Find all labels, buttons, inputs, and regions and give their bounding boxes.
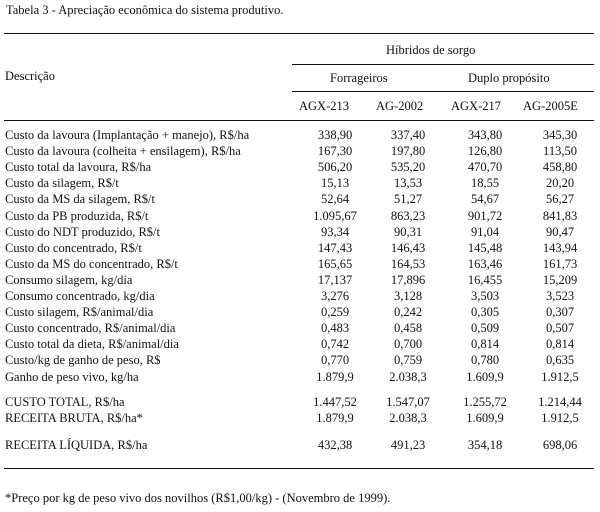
row-value: 337,40: [390, 128, 426, 142]
row-value: 0,814: [545, 337, 575, 352]
row-value: 54,67: [470, 192, 500, 207]
table-footnote: *Preço por kg de peso vivo dos novilhos (R$1,00/kg) - (Novembro de 1999).: [5, 491, 391, 505]
header-duplo-proposito: Duplo propósito: [468, 71, 550, 85]
row-value: 0,259: [320, 305, 350, 320]
row-value: 0,759: [393, 353, 423, 368]
row-value: 2.038,3: [389, 410, 427, 425]
row-value: 1.214,44: [538, 394, 582, 409]
row-value: 432,38: [317, 437, 353, 452]
row-value: 91,04: [470, 224, 500, 239]
row-value: 698,06: [542, 437, 578, 452]
header-forrageiros: Forrageiros: [330, 71, 388, 85]
row-value: 1.912,5: [541, 410, 579, 425]
row-value: 161,73: [542, 256, 578, 271]
row-label: Custo do NDT produzido, R$/t: [5, 224, 160, 239]
row-value: 18,55: [470, 176, 500, 191]
header-group: Híbridos de sorgo: [386, 43, 476, 57]
row-label: Consumo concentrado, kg/dia: [5, 289, 155, 303]
row-value: 143,94: [542, 240, 578, 255]
row-value: 145,48: [467, 240, 503, 255]
row-value: 354,18: [467, 437, 503, 452]
row-value: 1.095,67: [313, 208, 357, 223]
row-value: 56,27: [545, 192, 575, 207]
row-value: 0,307: [545, 305, 575, 320]
row-value: 0,635: [545, 353, 575, 368]
row-value: 3,276: [320, 289, 350, 303]
row-value: 345,30: [542, 128, 578, 142]
row-value: 17,137: [317, 272, 353, 287]
header-descricao: Descrição: [5, 69, 55, 83]
row-value: 0,780: [470, 353, 500, 368]
row-value: 3,128: [393, 289, 423, 303]
row-label: Custo/kg de ganho de peso, R$: [5, 353, 161, 368]
table-caption: Tabela 3 - Apreciação econômica do sistema produtivo.: [6, 3, 284, 17]
header-col-4: AG-2005E: [523, 99, 578, 113]
row-label: Custo concentrado, R$/animal/dia: [5, 321, 176, 336]
row-value: 1.447,52: [313, 394, 357, 409]
row-value: 147,43: [317, 240, 353, 255]
header-rule: [4, 120, 594, 121]
row-label: CUSTO TOTAL, R$/ha: [5, 394, 125, 409]
row-value: 0,242: [393, 305, 423, 320]
group-rule: [292, 64, 594, 65]
row-value: 0,770: [320, 353, 350, 368]
row-value: 167,30: [317, 144, 353, 159]
row-value: 338,90: [317, 128, 353, 142]
row-label: Custo da lavoura (colheita + ensilagem), R$/ha: [5, 144, 241, 159]
row-value: 470,70: [467, 160, 503, 175]
row-value: 863,23: [390, 208, 426, 223]
row-value: 13,53: [393, 176, 423, 191]
row-label: RECEITA BRUTA, R$/ha*: [5, 410, 143, 425]
row-value: 3,523: [545, 289, 575, 303]
row-value: 52,64: [320, 192, 350, 207]
row-value: 20,20: [545, 176, 575, 191]
row-value: 1.912,5: [541, 369, 579, 384]
bottom-rule: [4, 468, 594, 469]
row-value: 0,814: [470, 337, 500, 352]
row-value: 90,31: [393, 224, 423, 239]
row-value: 458,80: [542, 160, 578, 175]
row-label: Custo silagem, R$/animal/dia: [5, 305, 154, 320]
row-value: 15,209: [542, 272, 578, 287]
header-col-1: AGX-213: [299, 99, 349, 113]
row-value: 3,503: [470, 289, 500, 303]
row-label: Custo total da lavoura, R$/ha: [5, 160, 152, 175]
row-value: 164,53: [390, 256, 426, 271]
row-value: 0,509: [470, 321, 500, 336]
row-label: Custo da MS da silagem, R$/t: [5, 192, 155, 207]
row-label: Custo da MS do concentrado, R$/t: [5, 256, 178, 271]
row-label: Consumo silagem, kg/dia: [5, 272, 133, 287]
header-col-3: AGX-217: [451, 99, 501, 113]
row-value: 126,80: [467, 144, 503, 159]
row-value: 197,80: [390, 144, 426, 159]
row-value: 163,46: [467, 256, 503, 271]
row-label: Custo total da dieta, R$/animal/dia: [5, 337, 179, 352]
row-value: 506,20: [317, 160, 353, 175]
row-value: 146,43: [390, 240, 426, 255]
row-label: Custo da lavoura (Implantação + manejo), R$/ha: [5, 128, 250, 142]
row-value: 0,483: [320, 321, 350, 336]
header-col-2: AG-2002: [376, 99, 424, 113]
row-value: 0,305: [470, 305, 500, 320]
row-value: 1.879,9: [316, 410, 354, 425]
row-value: 0,507: [545, 321, 575, 336]
row-label: Ganho de peso vivo, kg/ha: [5, 369, 139, 384]
row-value: 841,83: [542, 208, 578, 223]
row-value: 51,27: [393, 192, 423, 207]
row-value: 1.609,9: [466, 410, 504, 425]
row-value: 0,458: [393, 321, 423, 336]
row-value: 1.255,72: [463, 394, 507, 409]
row-value: 17,896: [390, 272, 426, 287]
subgroup-rule: [292, 91, 594, 92]
row-value: 343,80: [467, 128, 503, 142]
row-value: 90,47: [545, 224, 575, 239]
row-label: Custo da PB produzida, R$/t: [5, 208, 149, 223]
row-value: 16,455: [467, 272, 503, 287]
row-value: 535,20: [390, 160, 426, 175]
row-label: RECEITA LÍQUIDA, R$/ha: [5, 437, 148, 452]
row-value: 2.038,3: [389, 369, 427, 384]
row-value: 491,23: [390, 437, 426, 452]
row-value: 1.547,07: [386, 394, 430, 409]
row-value: 15,13: [320, 176, 350, 191]
row-label: Custo do concentrado, R$/t: [5, 240, 142, 255]
row-label: Custo da silagem, R$/t: [5, 176, 119, 191]
row-value: 901,72: [467, 208, 503, 223]
row-value: 1.879,9: [316, 369, 354, 384]
row-value: 93,34: [320, 224, 350, 239]
row-value: 113,50: [543, 144, 577, 159]
row-value: 165,65: [317, 256, 353, 271]
row-value: 0,700: [393, 337, 423, 352]
top-rule: [4, 33, 594, 34]
row-value: 1.609,9: [466, 369, 504, 384]
row-value: 0,742: [320, 337, 350, 352]
